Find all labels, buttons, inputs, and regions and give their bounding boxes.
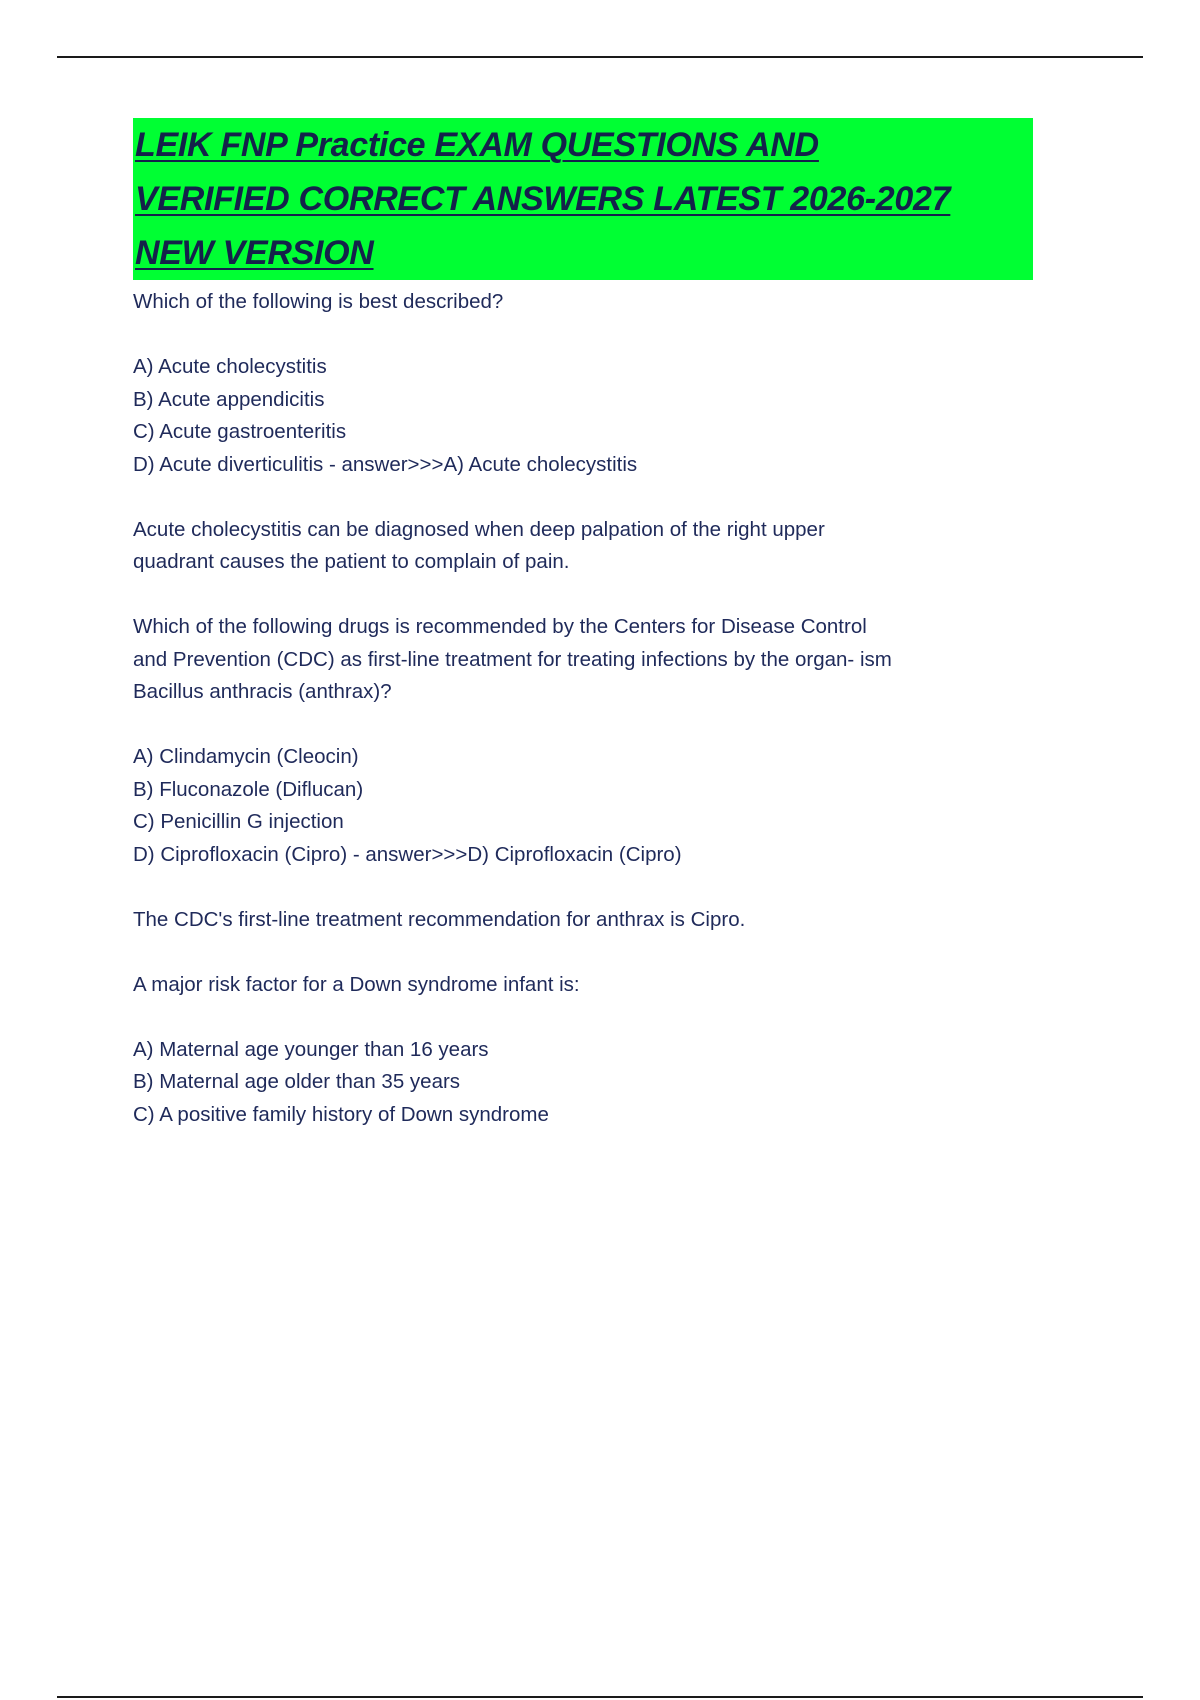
answer-option: C) Penicillin G injection [133,810,344,833]
answer-option: A) Clindamycin (Cleocin) [133,745,359,768]
question-block-2 [133,611,1033,969]
document-title [133,118,1033,280]
question-text: Which of the following drugs is recommended by the Centers for Disease Control [133,615,867,638]
answer-option: A) Acute cholecystitis [133,355,327,378]
answer-option: B) Fluconazole (Diflucan) [133,777,364,801]
title-line: NEW VERSION [133,226,1033,280]
document-body [133,118,1033,1131]
explanation-text: quadrant causes the patient to complain of pain. [133,550,570,573]
answer-option: C) A positive family history of Down syndrome [133,1102,549,1126]
answer-option: B) Maternal age older than 35 years [133,1070,461,1093]
question-block-1 [133,286,1033,611]
question-text: and Prevention (CDC) as first-line treatment for treating infections by the organ- ism [133,647,892,671]
top-rule [57,56,1143,58]
explanation-text: Acute cholecystitis can be diagnosed when deep palpation of the right upper [133,517,825,541]
title-line: VERIFIED CORRECT ANSWERS LATEST 2026-2027 [133,172,1033,226]
question-block-3 [133,969,1033,1132]
question-text: Bacillus anthracis (anthrax)? [133,680,392,703]
answer-option: B) Acute appendicitis [133,387,325,411]
explanation-text: The CDC's first-line treatment recommendation for anthrax is Cipro. [133,907,746,931]
bottom-rule [57,1696,1143,1698]
question-text: A major risk factor for a Down syndrome infant is: [133,972,580,996]
answer-option: A) Maternal age younger than 16 years [133,1037,489,1061]
answer-option: D) Ciprofloxacin (Cipro) - answer>>>D) Ciprofloxacin (Cipro) [133,842,682,866]
answer-option: D) Acute diverticulitis - answer>>>A) Acute cholecystitis [133,452,638,476]
question-text: Which of the following is best described? [133,290,504,313]
answer-option: C) Acute gastroenteritis [133,420,347,443]
title-line: LEIK FNP Practice EXAM QUESTIONS AND [133,118,1033,172]
